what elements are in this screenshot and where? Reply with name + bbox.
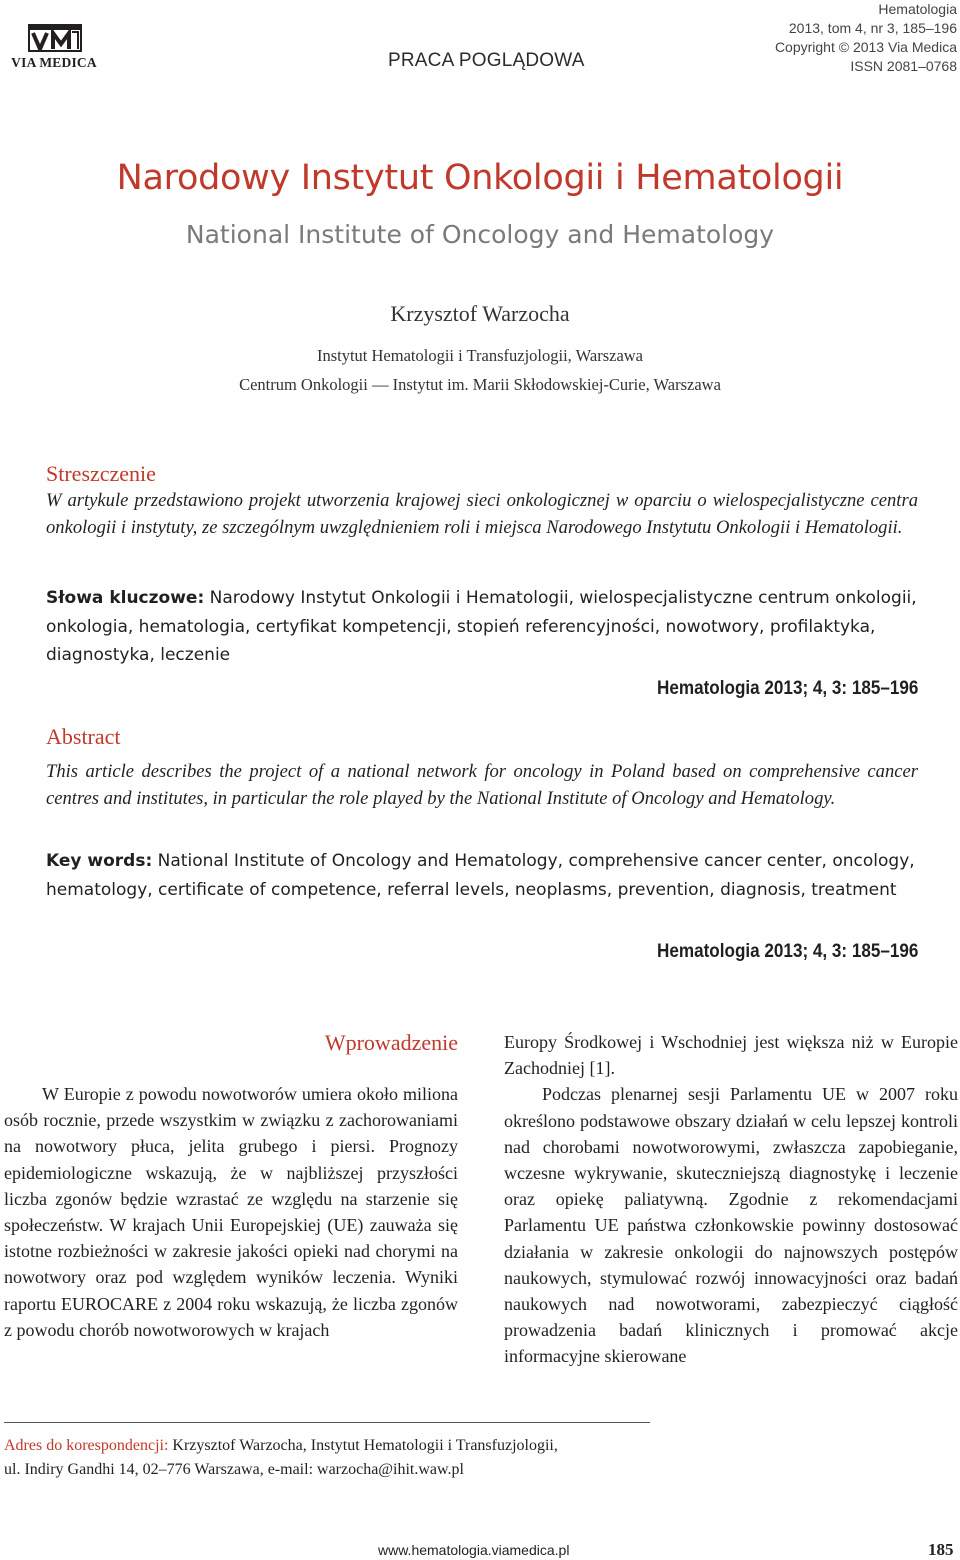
title-polish: Narodowy Instytut Onkologii i Hematologii	[116, 158, 844, 198]
footnote-divider	[4, 1422, 650, 1423]
citation-english: Hematologia 2013; 4, 3: 185–196	[656, 941, 918, 962]
keywords-english-list: National Institute of Oncology and Hematology, comprehensive cancer center, oncology, hematology, certificate of competence, referral levels, neoplasms, prevention, diagnosis, treatment	[46, 851, 915, 900]
page-number: 185	[928, 1540, 954, 1559]
article-type: PRACA POGLĄDOWA	[388, 50, 585, 71]
journal-volume: 2013, tom 4, nr 3, 185–196	[788, 20, 957, 36]
publisher-logo	[4, 24, 104, 70]
abstract-text: This article describes the project of a national network for oncology in Poland based on comprehensive cancer centres and institutes, in particular the role played by the National Institute of Oncology and Hematology.	[46, 761, 918, 809]
streszczenie-heading: Streszczenie	[46, 461, 156, 486]
body-paragraph: Podczas plenarnej sesji Parlamentu UE w 2007 roku określono podstawowe obszary działań w celu lepszej kontroli nad chorobami nowotworowymi, zwłaszcza zapobieganie, wczesne wykrywanie, skuteczniejszą diagnostykę i leczenie oraz opiekę paliatywną. Zgodnie z rekomendacjami Parlamentu UE państwa członkowskie powinny dostosować działania w zakresie onkologii do najnowszych postępów naukowych, stymulować rozwój innowacyjności oraz badań naukowych nad nowotworami, zabezpieczyć ciągłość prowadzenia badań klinicznych i promować akcje informacyjne skierowane	[504, 1084, 958, 1367]
section-heading	[46, 1030, 458, 1056]
keywords-polish	[46, 584, 926, 670]
title-english: National Institute of Oncology and Hematology	[185, 220, 775, 249]
via-medica-logo-icon	[28, 24, 82, 52]
introduction-heading: Wprowadzenie	[324, 1030, 458, 1055]
journal-issn: ISSN 2081–0768	[850, 58, 957, 74]
logo-text: VIA MEDICA	[11, 55, 97, 70]
journal-info	[775, 0, 957, 76]
journal-copyright: Copyright © 2013 Via Medica	[774, 39, 957, 55]
affiliation-2: Centrum Onkologii — Instytut im. Marii Skłodowskiej-Curie, Warszawa	[239, 375, 721, 394]
journal-name: Hematologia	[878, 1, 957, 17]
author-name: Krzysztof Warzocha	[390, 301, 570, 326]
journal-url[interactable]: www.hematologia.viamedica.pl	[378, 1542, 570, 1558]
correspondence-line-1: Krzysztof Warzocha, Instytut Hematologii i Transfuzjologii,	[168, 1437, 558, 1454]
abstract-heading: Abstract	[46, 724, 121, 749]
keywords-polish-list: Narodowy Instytut Onkologii i Hematologii, wielospecjalistyczne centrum onkologii, onkologia, hematologia, certyfikat kompetencji, stopień referencyjności, nowotwory, profilaktyka, diagnostyka, leczenie	[46, 588, 917, 665]
body-paragraph: Europy Środkowej i Wschodniej jest większa niż w Europie Zachodniej [1].	[504, 1032, 958, 1079]
body-paragraph: W Europie z powodu nowotworów umiera około miliona osób rocznie, przede wszystkim w związku z zachorowaniami na nowotwory płuca, jelita grubego i piersi. Prognozy epidemiologiczne wskazują, że w najbliższej przyszłości liczba zgonów będzie wzrastać ze względu na starzenie się społeczeństw. W krajach Unii Europejskiej (UE) zauważa się istotne rozbieżności w zakresie jakości opieki nad chorymi na nowotwory oraz pod względem wyników leczenia. Wyniki raportu EUROCARE z 2004 roku wskazują, że liczba zgonów z powodu chorób nowotworowych w krajach	[4, 1084, 458, 1340]
body-column-right	[504, 1029, 958, 1370]
citation-polish: Hematologia 2013; 4, 3: 185–196	[656, 678, 918, 699]
keywords-english	[46, 847, 926, 904]
affiliation-1: Instytut Hematologii i Transfuzjologii, Warszawa	[316, 346, 644, 365]
keywords-polish-label: Słowa kluczowe:	[46, 588, 205, 608]
correspondence-line-2: ul. Indiry Gandhi 14, 02–776 Warszawa, e-mail: warzocha@ihit.waw.pl	[4, 1461, 464, 1478]
body-column-left	[4, 1081, 458, 1343]
keywords-english-label: Key words:	[46, 851, 153, 871]
streszczenie-text: W artykule przedstawiono projekt utworzenia krajowej sieci onkologicznej w oparciu o wielospecjalistyczne centra onkologii i instytuty, ze szczególnym uwzględnieniem roli i miejsca Narodowego Instytutu Onkologii i Hematologii.	[46, 490, 918, 538]
correspondence-address	[4, 1434, 558, 1482]
correspondence-label: Adres do korespondencji:	[4, 1437, 169, 1454]
